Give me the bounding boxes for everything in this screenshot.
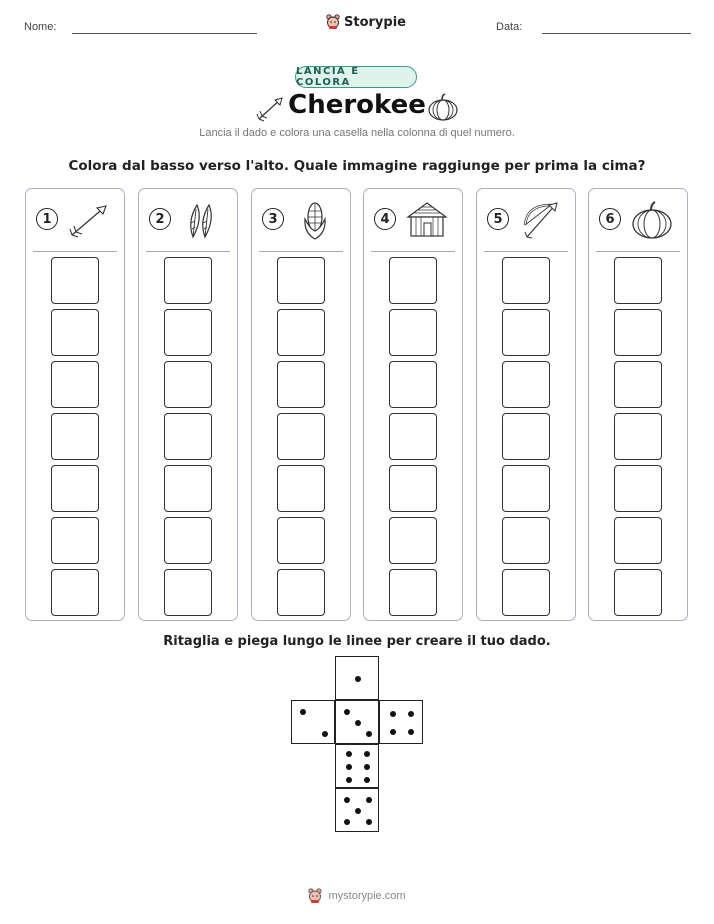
die-pip (355, 676, 361, 682)
column-number: 1 (36, 208, 58, 230)
die-pip (346, 777, 352, 783)
die-pip (344, 819, 350, 825)
die-pip (366, 819, 372, 825)
column-divider (146, 251, 230, 252)
color-box[interactable] (502, 257, 550, 304)
color-box[interactable] (164, 257, 212, 304)
color-box[interactable] (277, 465, 325, 512)
column-header (26, 189, 124, 251)
pumpkin-icon (427, 92, 459, 122)
page-title: Cherokee (288, 90, 426, 120)
color-box[interactable] (51, 413, 99, 460)
die-pip (366, 731, 372, 737)
color-box[interactable] (51, 309, 99, 356)
storypie-mascot-icon (326, 14, 340, 30)
color-box[interactable] (277, 569, 325, 616)
color-box[interactable] (389, 361, 437, 408)
color-box[interactable] (277, 361, 325, 408)
die-pip (408, 711, 414, 717)
color-box[interactable] (164, 517, 212, 564)
color-box[interactable] (389, 569, 437, 616)
color-box[interactable] (51, 465, 99, 512)
pumpkin-icon (629, 199, 675, 241)
color-box[interactable] (164, 309, 212, 356)
name-line[interactable] (72, 33, 257, 34)
die-pip (344, 709, 350, 715)
bow-and-arrow-icon (517, 199, 563, 241)
die-pip (355, 720, 361, 726)
column-number: 6 (599, 208, 621, 230)
die-pip (344, 797, 350, 803)
color-box[interactable] (502, 569, 550, 616)
die-pip (366, 797, 372, 803)
column-divider (484, 251, 568, 252)
column-3 (251, 188, 351, 621)
column-divider (596, 251, 680, 252)
column-6 (588, 188, 688, 621)
color-box[interactable] (389, 465, 437, 512)
die-pip (364, 764, 370, 770)
die-pip (364, 751, 370, 757)
color-box[interactable] (277, 309, 325, 356)
color-box[interactable] (614, 569, 662, 616)
color-box[interactable] (614, 361, 662, 408)
color-box[interactable] (614, 309, 662, 356)
color-box[interactable] (614, 413, 662, 460)
column-number: 3 (262, 208, 284, 230)
column-header (252, 189, 350, 251)
activity-badge: LANCIA E COLORA (295, 66, 417, 88)
date-label: Data: (496, 21, 523, 33)
color-box[interactable] (389, 257, 437, 304)
storypie-mascot-icon (308, 888, 322, 904)
column-5 (476, 188, 576, 621)
color-box[interactable] (502, 309, 550, 356)
color-box[interactable] (277, 517, 325, 564)
brand-logo (326, 14, 406, 30)
color-box[interactable] (51, 569, 99, 616)
footer (0, 888, 714, 904)
color-box[interactable] (502, 413, 550, 460)
die-pip (322, 731, 328, 737)
column-header (364, 189, 462, 251)
column-divider (33, 251, 117, 252)
color-box[interactable] (614, 257, 662, 304)
color-box[interactable] (164, 465, 212, 512)
color-box[interactable] (164, 413, 212, 460)
die-pip (390, 711, 396, 717)
roundhouse-icon (404, 199, 450, 241)
column-header (139, 189, 237, 251)
column-divider (371, 251, 455, 252)
color-box[interactable] (502, 517, 550, 564)
color-box[interactable] (164, 569, 212, 616)
die-pip (300, 709, 306, 715)
die-face-5 (335, 788, 379, 832)
color-box[interactable] (389, 413, 437, 460)
column-number: 2 (149, 208, 171, 230)
color-box[interactable] (277, 257, 325, 304)
color-box[interactable] (389, 517, 437, 564)
column-1 (25, 188, 125, 621)
arrow-icon (66, 199, 112, 241)
die-face-2 (291, 700, 335, 744)
die-pip (364, 777, 370, 783)
die-pip (408, 729, 414, 735)
page-subtitle: Lancia il dado e colora una casella nella colonna di quel numero. (199, 127, 515, 139)
die-pip (390, 729, 396, 735)
column-number: 5 (487, 208, 509, 230)
die-face-6 (335, 744, 379, 788)
color-box[interactable] (614, 465, 662, 512)
feathers-icon (179, 199, 225, 241)
color-box[interactable] (389, 309, 437, 356)
cut-instruction: Ritaglia e piega lungo le linee per creare il tuo dado. (163, 634, 551, 649)
game-instruction: Colora dal basso verso l'alto. Quale immagine raggiunge per prima la cima? (68, 158, 646, 174)
brand-name: Storypie (344, 14, 406, 30)
die-pip (355, 808, 361, 814)
column-header (589, 189, 687, 251)
column-number: 4 (374, 208, 396, 230)
column-divider (259, 251, 343, 252)
color-box[interactable] (51, 361, 99, 408)
die-face-4 (379, 700, 423, 744)
color-box[interactable] (614, 517, 662, 564)
color-box[interactable] (277, 413, 325, 460)
date-line[interactable] (542, 33, 691, 34)
die-pip (346, 764, 352, 770)
color-box[interactable] (502, 361, 550, 408)
column-header (477, 189, 575, 251)
footer-url[interactable]: mystorypie.com (328, 890, 406, 902)
die-pip (346, 751, 352, 757)
color-box[interactable] (51, 257, 99, 304)
color-box[interactable] (502, 465, 550, 512)
column-4 (363, 188, 463, 621)
column-2 (138, 188, 238, 621)
die-face-3 (335, 700, 379, 744)
name-label: Nome: (24, 21, 57, 33)
die-face-1 (335, 656, 379, 700)
color-box[interactable] (51, 517, 99, 564)
corn-icon (292, 199, 338, 241)
color-box[interactable] (164, 361, 212, 408)
